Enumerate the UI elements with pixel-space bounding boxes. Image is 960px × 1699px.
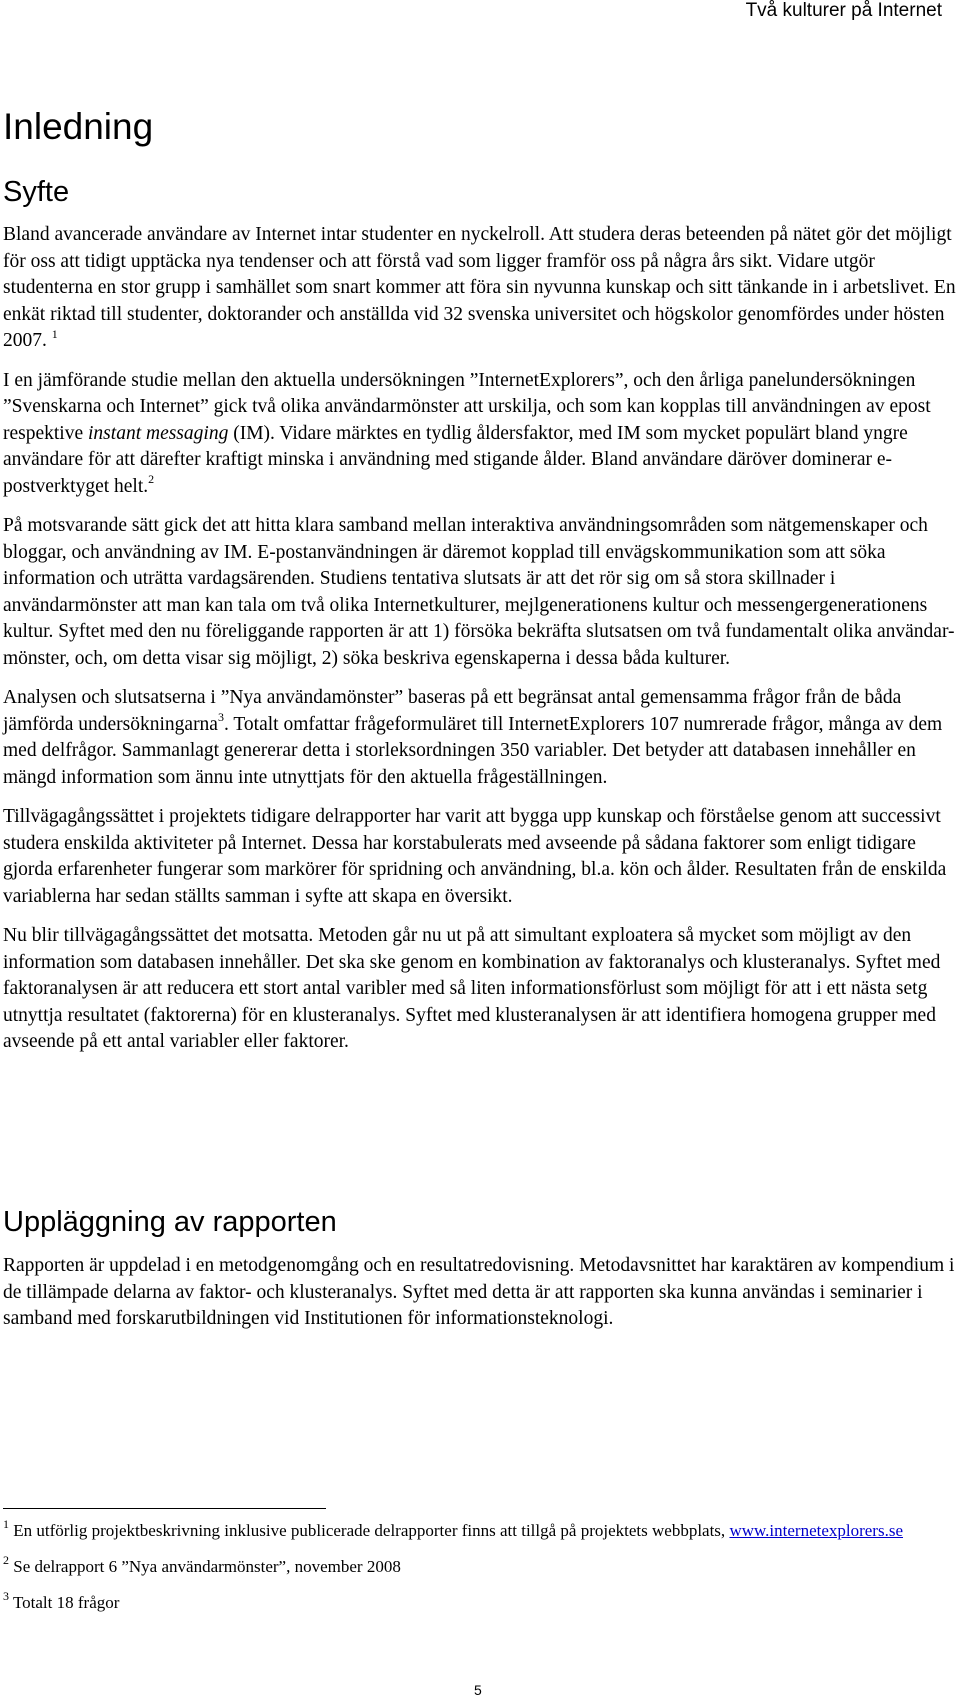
- page-number: 5: [474, 1682, 482, 1698]
- footnote: $^3$ Totalt 18 frågor: [3, 1589, 120, 1612]
- footnote-link[interactable]: www.internetexplorers.se: [729, 1521, 903, 1540]
- paragraph: Nu blir tillvägagångssättet det motsatta. Metoden går nu ut på att simultant exploatera så mycket som möjligt av den information som databasen innehåller. Det ska ske genom en kombination av faktoranalys och klusteranalys. Syftet med faktoranalysen är att reducera ett stort antal varibler med så liten informationsförlust som möjligt för att i ett nästa setg utnyttja resultatet (faktorerna) för en klusteranalys. Syftet med klusteranalysen är att identifiera homogena grupper med avseende på ett antal variabler eller faktorer.: [3, 925, 941, 1052]
- footnote-ref: 1: [51, 326, 58, 341]
- footnotes: [3, 1519, 933, 1627]
- footnote-ref: 2: [148, 472, 155, 486]
- footnote: $^1$ En utförlig projektbeskrivning inklusive publicerade delrapporter finns att tillgå på projektets webbplats, www.internetexplorers.se: [3, 1517, 903, 1540]
- section-heading-upplaggning: Uppläggning av rapporten: [3, 1206, 337, 1238]
- section-body-syfte: [3, 222, 960, 1069]
- italic-term: instant messaging: [88, 422, 229, 444]
- paragraph: Bland avancerade användare av Internet intar studenter en nyckelroll. Att studera deras beteenden på nätet gör det möjligt för oss att tidigt upptäcka nya tendenser och att förstå vad som ligger framför oss på några års sikt. Vidare utgör studenterna en stor grupp i samhället som snart kommer att föra sin nyvunna kunskap och sitt tänkande in i arbetslivet. En enkät riktad till studenter, doktorander och anställda vid 32 svenska universitet och högskolor genomfördes under hösten 2007. $^1$: [3, 224, 956, 351]
- running-header: Två kulturer på Internet: [745, 0, 942, 21]
- section-heading-syfte: Syfte: [3, 176, 70, 208]
- section-body-upplaggning: [3, 1253, 960, 1346]
- footnote: $^2$ Se delrapport 6 ”Nya användarmönster”, november 2008: [3, 1553, 401, 1576]
- paragraph: På motsvarande sätt gick det att hitta klara samband mellan interaktiva användningsområden som nätgemenskaper och bloggar, och användning av IM. E-postanvändningen är däremot kopplad till envägskommunikation som att söka information och uträtta vardagsärenden. Studiens tentativa slutsats är att det rör sig om så stora skillnader i användarmönster att man kan tala om två olika Internetkulturer, mejlgenerationens kultur och messengergenerationens kultur. Syftet med den nu föreliggande rapporten är att 1) försöka bekräfta slutsatsen om två fundamentalt olika användar-mönster, och, om detta visar sig möjligt, 2) söka beskriva egenskaperna i dessa båda kulturer.: [3, 515, 955, 669]
- paragraph: Tillvägagångssättet i projektets tidigare delrapporter har varit att bygga upp kunskap och förståelse genom att successivt studera enskilda aktiviteter på Internet. Dessa har korstabulerats med avseende på sådana faktorer som enligt tidigare gjorda erfarenheter fungerar som markörer för spridning och användning, bl.a. kön och ålder. Resultaten från de enskilda variablerna har sedan ställts samman i syfte att skapa en översikt.: [3, 806, 947, 907]
- paragraph: Rapporten är uppdelad i en metodgenomgång och en resultatredovisning. Metodavsnittet har karaktären av kompendium i de tillämpade delarna av faktor- och klusteranalys. Syftet med detta är att rapporten ska kunna användas i seminarier i samband med forskarutbildningen vid Institutionen för informationsteknologi.: [3, 1255, 955, 1329]
- chapter-heading: Inledning: [3, 106, 154, 147]
- paragraph: I en jämförande studie mellan den aktuella undersökningen ”InternetExplorers”, och den årliga panelundersökningen ”Svenskarna och Internet” gick två olika användarmönster att urskilja, och som kan kopplas till användningen av epost respektive instant messaging (IM). Vidare märktes en tydlig åldersfaktor, med IM som mycket populärt bland yngre användare för att därefter kraftigt minska i användning med stigande ålder. Bland användare däröver dominerar e-postverktyget helt.$^2$: [3, 369, 931, 497]
- footnote-ref: 3: [217, 710, 224, 724]
- paragraph: Analysen och slutsatserna i ”Nya användamönster” baseras på ett begränsat antal gemensamma frågor från de båda jämförda undersökningarna$^3$. Totalt omfattar frågeformuläret till InternetExplorers 107 numrerade frågor, många av dem med delfrågor. Sammanlagt genererar detta i storleksordningen 350 variabler. Det betyder att databasen innehåller en mängd information som ännu inte utnyttjats för den aktuella frågeställningen.: [3, 687, 943, 788]
- footnote-separator: [3, 1508, 326, 1509]
